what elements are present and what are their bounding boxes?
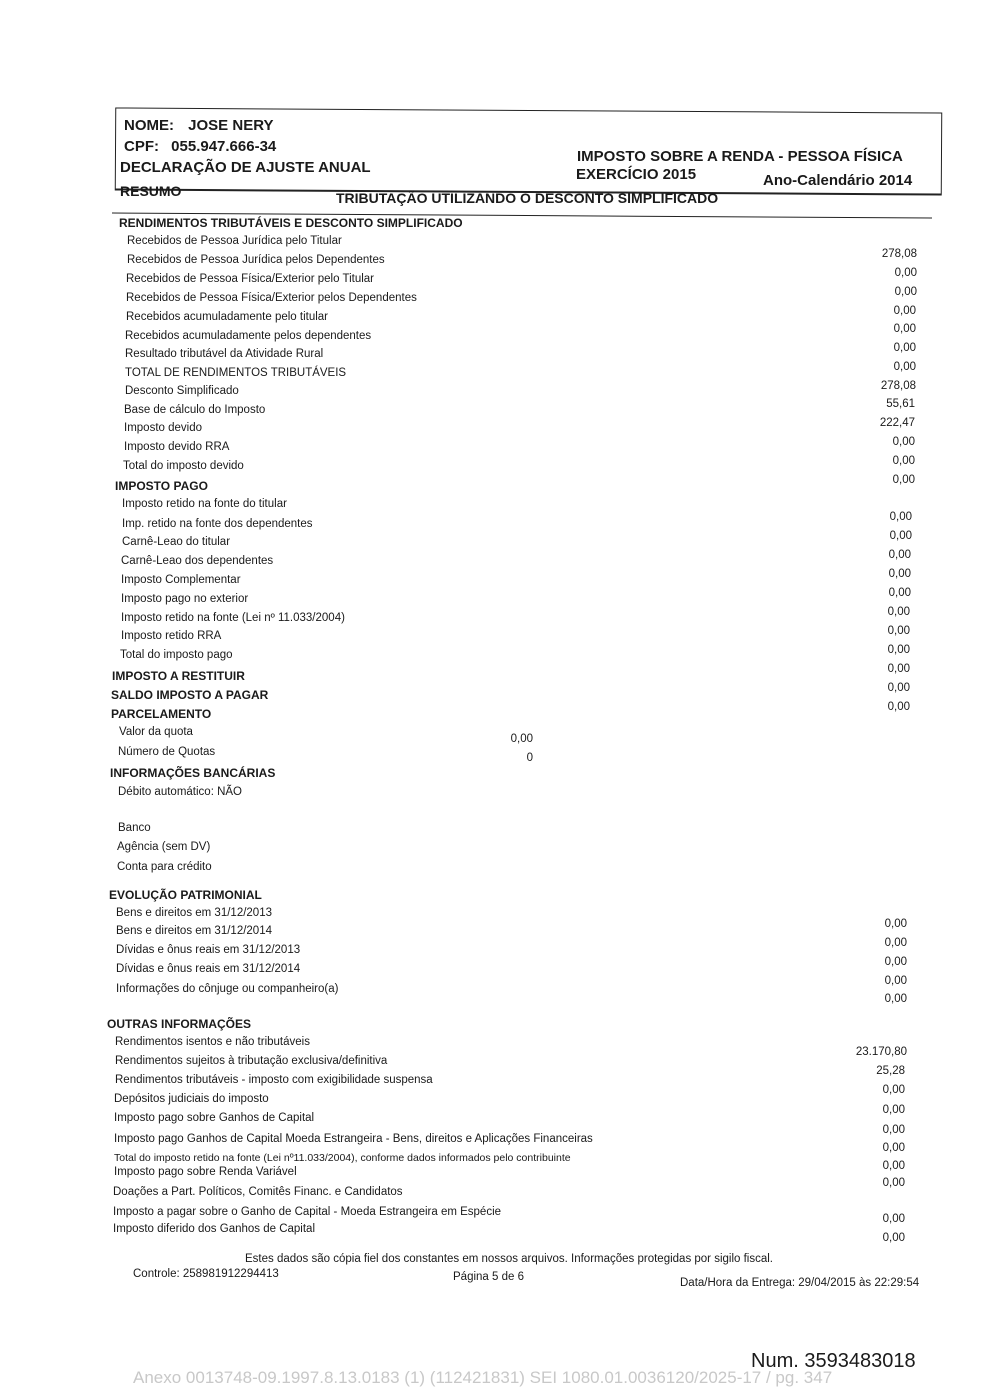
outras-row-label: Total do imposto retido na fonte (Lei nº11.033/2004), conforme dados informados pelo contribuinte [114,1152,571,1164]
evolucao-row-value: 0,00 [884,975,907,987]
evolucao-row-label: Bens e direitos em 31/12/2014 [116,925,272,937]
banco-label: Banco [118,822,151,834]
cpf-label: CPF: [124,138,159,155]
outras-row-label: Rendimentos isentos e não tributáveis [115,1036,310,1048]
saldo-imposto-value: 0,00 [887,701,910,713]
rendimentos-row-label: Total do imposto devido [123,460,244,472]
rendimentos-row-label: Recebidos de Pessoa Física/Exterior pelos Dependentes [126,292,417,304]
debito-automatico: Débito automático: NÃO [118,786,243,798]
imposto-title: IMPOSTO SOBRE A RENDA - PESSOA FÍSICA [577,148,903,165]
outras-row-value: 0,00 [882,1213,905,1225]
rendimentos-row-label: TOTAL DE RENDIMENTOS TRIBUTÁVEIS [125,367,347,379]
rendimentos-row-label: Recebidos acumuladamente pelos dependentes [125,330,372,342]
imposto-pago-row-label: Imposto retido RRA [121,630,222,642]
outras-row-value: 23.170,80 [855,1046,907,1058]
rendimentos-row-label: Desconto Simplificado [125,385,239,397]
outras-row-label: Imposto pago Ganhos de Capital Moeda Estrangeira - Bens, direitos e Aplicações Financeiras [114,1133,593,1145]
imposto-pago-row-value: 0,00 [888,587,911,599]
imposto-pago-row-label: Total do imposto pago [120,649,233,661]
rendimentos-row-value: 0,00 [892,455,915,467]
imposto-pago-row-value: 0,00 [888,549,911,561]
rendimentos-section-title: RENDIMENTOS TRIBUTÁVEIS E DESCONTO SIMPLIFICADO [119,216,463,230]
resumo-label: RESUMO [120,183,182,199]
evolucao-row-label: Dívidas e ônus reais em 31/12/2013 [116,944,301,956]
rendimentos-row-label: Resultado tributável da Atividade Rural [125,348,324,360]
rendimentos-row-label: Recebidos de Pessoa Jurídica pelos Dependentes [127,254,385,266]
agencia-label: Agência (sem DV) [117,841,211,853]
imposto-pago-row-label: Imposto pago no exterior [121,593,249,605]
valor-quota-value: 0,00 [510,733,533,745]
imposto-pago-row-value: 0,00 [887,606,910,618]
evolucao-row-label: Informações do cônjuge ou companheiro(a) [116,983,339,995]
imposto-pago-row-label: Imposto retido na fonte do titular [122,498,287,510]
evolucao-row-value: 0,00 [884,956,907,968]
outras-row-label: Imposto pago sobre Ganhos de Capital [114,1112,315,1124]
outras-row-label: Rendimentos tributáveis - imposto com exigibilidade suspensa [115,1074,433,1086]
imposto-pago-row-label: Carnê-Leao do titular [122,536,231,548]
outras-row-label: Imposto a pagar sobre o Ganho de Capital - Moeda Estrangeira em Espécie [113,1206,502,1218]
rendimentos-row-value: 55,61 [886,398,915,410]
outras-row-label: Depósitos judiciais do imposto [114,1093,269,1105]
evolucao-row-value: 0,00 [884,993,907,1005]
outras-row-label: Rendimentos sujeitos à tributação exclusiva/definitiva [115,1055,388,1067]
nome-value: JOSE NERY [188,117,274,134]
outras-row-value: 0,00 [882,1177,905,1189]
imposto-pago-row-value: 0,00 [889,511,912,523]
rendimentos-row-value: 0,00 [893,342,916,354]
rendimentos-row-label: Recebidos de Pessoa Física/Exterior pelo Titular [126,273,375,285]
imposto-pago-row-value: 0,00 [887,644,910,656]
rendimentos-row-value: 0,00 [893,361,916,373]
page-number: Página 5 de 6 [453,1271,524,1283]
rendimentos-row-label: Imposto devido RRA [124,441,230,453]
evolucao-row-label: Dívidas e ônus reais em 31/12/2014 [116,963,301,975]
ano-calendario-label: Ano-Calendário 2014 [763,172,913,189]
document-number-stamp: Num. 3593483018 [751,1350,916,1372]
rendimentos-row-value: 0,00 [892,436,915,448]
rendimentos-row-value: 0,00 [893,323,916,335]
rendimentos-row-label: Imposto devido [124,422,202,434]
saldo-imposto-title: SALDO IMPOSTO A PAGAR [111,688,269,702]
evolucao-row-value: 0,00 [884,918,907,930]
rendimentos-row-value: 0,00 [894,286,917,298]
outras-row-value: 0,00 [882,1142,905,1154]
rendimentos-row-value: 278,08 [881,248,917,260]
evolucao-row-value: 0,00 [884,937,907,949]
imposto-restituir-value: 0,00 [887,682,910,694]
parcelamento-title: PARCELAMENTO [111,707,212,721]
exercicio-label: EXERCÍCIO 2015 [576,166,697,183]
outras-row-label: Doações a Part. Políticos, Comitês Financ. e Candidatos [113,1186,403,1198]
cpf-value: 055.947.666-34 [171,138,277,155]
rendimentos-row-label: Recebidos de Pessoa Jurídica pelo Titular [127,235,342,247]
rendimentos-row-label: Recebidos acumuladamente pelo titular [126,311,329,323]
outras-row-value: 25,28 [876,1065,905,1077]
nome-line [124,117,273,134]
imposto-pago-row-value: 0,00 [888,568,911,580]
imposto-pago-row-label: Imposto Complementar [121,574,241,586]
cpf-line [124,138,276,155]
imposto-pago-row-value: 0,00 [887,625,910,637]
copia-notice: Estes dados são cópia fiel dos constantes em nossos arquivos. Informações protegidas por sigilo fiscal. [245,1253,774,1265]
outras-row-value: 0,00 [882,1232,905,1244]
outras-row-label: Imposto pago sobre Renda Variável [114,1166,297,1178]
imposto-pago-row-value: 0,00 [887,663,910,675]
imposto-pago-row-label: Carnê-Leao dos dependentes [121,555,274,567]
rendimentos-row-value: 222,47 [879,417,915,429]
nome-label: NOME: [124,117,174,134]
imposto-pago-row-label: Imp. retido na fonte dos dependentes [122,518,313,530]
tributacao-label: TRIBUTAÇÃO UTILIZANDO O DESCONTO SIMPLIFICADO [336,190,719,206]
outras-informacoes-title: OUTRAS INFORMAÇÕES [107,1017,251,1031]
imposto-pago-row-label: Imposto retido na fonte (Lei nº 11.033/2004) [121,612,345,624]
valor-quota-label: Valor da quota [119,726,193,738]
outras-row-label: Imposto diferido dos Ganhos de Capital [113,1223,316,1235]
rendimentos-row-value: 0,00 [892,474,915,486]
evolucao-patrimonial-title: EVOLUÇÃO PATRIMONIAL [109,888,262,902]
evolucao-row-label: Bens e direitos em 31/12/2013 [116,907,272,919]
controle-code: Controle: 258981912294413 [133,1268,279,1280]
outras-row-value: 0,00 [882,1084,905,1096]
delivery-datetime: Data/Hora da Entrega: 29/04/2015 às 22:29:54 [680,1277,920,1289]
imposto-pago-section-title: IMPOSTO PAGO [115,479,208,493]
outras-row-value: 0,00 [882,1124,905,1136]
outras-row-value: 0,00 [882,1160,905,1172]
rendimentos-row-value: 0,00 [893,305,916,317]
declaracao-title: DECLARAÇÃO DE AJUSTE ANUAL [120,159,371,176]
rendimentos-row-value: 0,00 [894,267,917,279]
rendimentos-row-label: Base de cálculo do Imposto [124,404,266,416]
imposto-restituir-title: IMPOSTO A RESTITUIR [112,669,245,683]
numero-quotas-label: Número de Quotas [118,746,216,758]
outras-row-value: 0,00 [882,1104,905,1116]
imposto-pago-row-value: 0,00 [889,530,912,542]
annex-stamp: Anexo 0013748-09.1997.8.13.0183 (1) (112421831) SEI 1080.01.0036120/2025-17 / pg. 347 [133,1368,833,1387]
rendimentos-row-value: 278,08 [880,380,916,392]
numero-quotas-value: 0 [526,752,533,764]
conta-label: Conta para crédito [117,861,212,873]
informacoes-bancarias-title: INFORMAÇÕES BANCÁRIAS [110,766,276,780]
